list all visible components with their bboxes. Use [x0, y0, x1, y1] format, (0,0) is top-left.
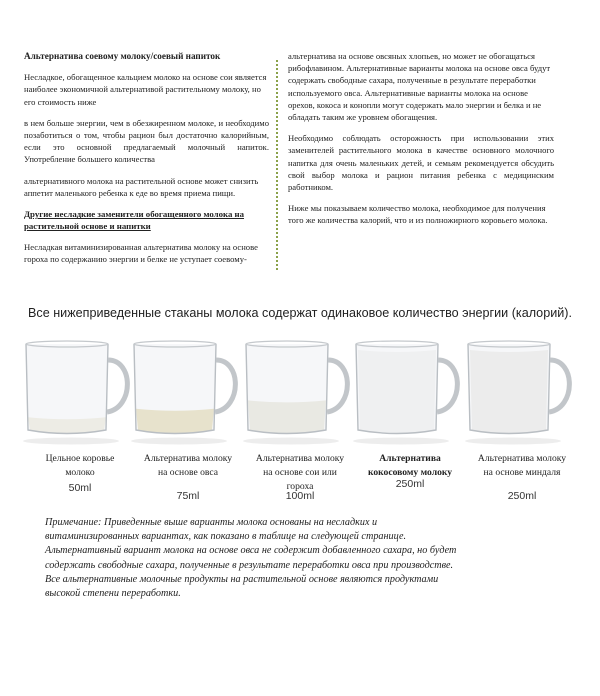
cup-label: Альтернатива молоку на основе овса — [143, 453, 233, 478]
left-text-column — [24, 50, 269, 274]
glass-shadow — [353, 438, 449, 445]
soy-heading: Альтернатива соевому молоку/соевый напиток — [24, 51, 221, 61]
glass-mug-icon — [240, 338, 360, 448]
glass-shadow — [131, 438, 227, 445]
cup-label: Альтернатива молоку на основе сои или гороха — [255, 453, 345, 492]
milk-cup — [350, 338, 470, 448]
cup-volume: 100ml — [285, 490, 315, 502]
footnote — [45, 516, 565, 601]
footnote-line: Все альтернативные молочные продукты на растительной основе являются продуктами — [45, 573, 439, 585]
milk-cup — [240, 338, 360, 448]
footnote-line: витаминизированных вариантах, как показано в таблице на следующей странице. — [45, 531, 407, 543]
glass-body — [246, 344, 328, 434]
milk-cup — [128, 338, 248, 448]
soy-paragraph-2: в нем больше энергии, чем в обезжиренном молоке, и необходимо позаботиться о том, чтобы рацион был достаточно калорийным, если это основной предлагаемый молочный напиток. Употребление большего количества — [24, 117, 269, 165]
glass-handle — [107, 360, 127, 412]
cup-volume: 50ml — [68, 482, 92, 494]
cup-label: Альтернатива кокосовому молоку — [367, 453, 453, 478]
caution-paragraph: Необходимо соблюдать осторожность при использовании этих заменителей растительного молока в качестве основного молочного напитка для очень маленьких детей, и семьям рекомендуется обсудить свой выбор молока и рацион питания ребенка с медицинским работником. — [288, 133, 554, 193]
cup-label: Альтернатива молоку на основе миндаля — [477, 453, 567, 478]
cup-volume: 250ml — [507, 490, 537, 502]
glass-handle — [327, 360, 347, 412]
glass-shadow — [465, 438, 561, 445]
glass-mug-icon — [350, 338, 470, 448]
glass-shadow — [243, 438, 339, 445]
oat-paragraph: альтернатива на основе овсяных хлопьев, но может не обогащаться рибофлавином. Альтернативные варианты молока на основе овса будут содержать свободные сахара, полученные в результате переработки используемого овса. Альтернативные варианты молока на основе орехов, кокоса и конопли могут содержать мало энергии и белка и не обладать таким же уровнем обогащения. — [288, 51, 551, 123]
soy-paragraph-3: альтернативного молока на растительной основе может снизить аппетит маленького ребенка к еде во время приема пищи. — [24, 175, 259, 198]
cup-label: Цельное коровье молоко — [45, 453, 115, 478]
cup-volume: 250ml — [395, 478, 425, 490]
glass-handle — [437, 360, 457, 412]
glass-mug-icon — [462, 338, 582, 448]
glass-body — [134, 344, 216, 434]
comparison-intro-paragraph: Ниже мы показываем количество молока, необходимое для получения того же количества калорий, что и из полножирного коровьего молока. — [288, 203, 548, 226]
glass-mug-icon — [128, 338, 248, 448]
glass-body — [26, 344, 108, 434]
column-divider — [276, 60, 278, 270]
glass-body — [468, 344, 550, 434]
pea-paragraph: Несладкая витаминизированная альтернатива молоку на основе гороха по содержанию энергии и белке не уступает соевому- — [24, 242, 258, 265]
glass-shadow — [23, 438, 119, 445]
cups-subtitle: Все нижеприведенные стаканы молока содержат одинаковое количество энергии (калорий). — [28, 306, 572, 320]
cup-volume: 75ml — [176, 490, 200, 502]
milk-cup — [462, 338, 582, 448]
glass-body — [356, 344, 438, 434]
other-alternatives-heading: Другие несладкие заменители обогащенного молока на растительной основе и напитки — [24, 209, 245, 232]
glass-handle — [549, 360, 569, 412]
footnote-line: Примечание: Приведенные выше варианты молока основаны на несладких и — [45, 517, 378, 528]
glass-mug-icon — [20, 338, 140, 448]
footnote-line: Альтернативный вариант молока на основе овса не содержит добавленного сахара, но будет — [45, 545, 457, 557]
soy-paragraph-1: Несладкое, обогащенное кальцием молоко на основе сои является наиболее экономичной альтернативой растительному молоку, но его стоимость ниже — [24, 72, 267, 107]
footnote-line: содержать свободные сахара, полученные в результате переработки овса при производстве. — [45, 559, 454, 571]
footnote-line: высокой степени переработки. — [45, 588, 181, 600]
right-text-column — [288, 50, 554, 236]
glass-handle — [215, 360, 235, 412]
milk-cup — [20, 338, 140, 448]
